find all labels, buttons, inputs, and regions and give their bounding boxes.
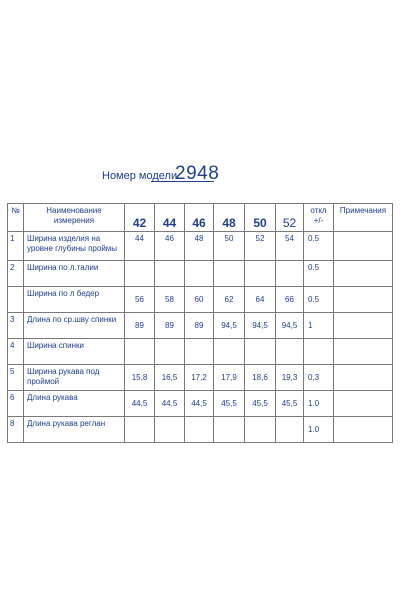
row-number [8,287,24,313]
row-number: 3 [8,313,24,339]
measurement-name: Ширина рукава под проймой [24,365,125,391]
size-value-48: 62 [214,287,245,313]
notes-cell [334,313,393,339]
measurement-name: Длина по ср.шву спинки [24,313,125,339]
size-value-52: 66 [276,287,304,313]
size-value-48 [214,261,245,287]
header-tolerance: откл +/- [304,204,334,232]
tolerance-value [304,339,334,365]
model-number-value: 2948 [175,163,220,184]
table-row [8,339,393,365]
size-value-44: 16,5 [155,365,185,391]
size-value-48: 17,9 [214,365,245,391]
size-value-52 [276,261,304,287]
size-value-42: 44,5 [125,391,155,417]
row-number: 5 [8,365,24,391]
header-measurement-name: Наименование измерения [24,204,125,232]
size-value-42: 15,8 [125,365,155,391]
measurement-name: Длина рукава [24,391,125,417]
table-row [8,417,393,443]
measurement-name: Ширина спинки [24,339,125,365]
header-size-52: 52 [276,204,304,232]
table-row [8,313,393,339]
measurement-name: Ширина изделия на уровне глубины проймы [24,232,125,261]
size-value-42 [125,417,155,443]
row-number: 2 [8,261,24,287]
header-notes: Примечания [334,204,393,232]
tolerance-value: 0,3 [304,365,334,391]
size-value-48: 45,5 [214,391,245,417]
table-row [8,365,393,391]
header-number: № [8,204,24,232]
header-size-44: 44 [155,204,185,232]
notes-cell [334,417,393,443]
row-number: 1 [8,232,24,261]
size-value-42: 56 [125,287,155,313]
size-value-50: 18,6 [245,365,276,391]
size-value-44: 58 [155,287,185,313]
notes-cell [334,339,393,365]
notes-cell [334,287,393,313]
size-value-52: 94,5 [276,313,304,339]
size-value-46 [185,261,214,287]
table-row [8,261,393,287]
size-value-48: 94,5 [214,313,245,339]
tolerance-value: 1.0 [304,417,334,443]
size-value-48: 50 [214,232,245,261]
model-number-line [102,163,302,187]
measurement-name: Длина рукава реглан [24,417,125,443]
size-value-42 [125,261,155,287]
size-value-50 [245,417,276,443]
size-value-50: 94,5 [245,313,276,339]
row-number: 6 [8,391,24,417]
measurement-name: Ширина по л.талии [24,261,125,287]
size-value-42 [125,339,155,365]
header-size-48: 48 [214,204,245,232]
size-value-44: 46 [155,232,185,261]
notes-cell [334,391,393,417]
size-value-44: 89 [155,313,185,339]
size-value-52 [276,339,304,365]
size-value-50 [245,339,276,365]
size-value-52 [276,417,304,443]
size-measurement-table [7,203,393,443]
size-value-44 [155,417,185,443]
size-value-46: 44,5 [185,391,214,417]
size-value-46 [185,417,214,443]
row-number: 4 [8,339,24,365]
header-size-46: 46 [185,204,214,232]
table-row [8,287,393,313]
notes-cell [334,365,393,391]
size-value-46: 89 [185,313,214,339]
size-value-52: 45,5 [276,391,304,417]
tolerance-value: 0.5 [304,261,334,287]
size-value-50 [245,261,276,287]
tolerance-value: 0.5 [304,287,334,313]
size-value-48 [214,417,245,443]
notes-cell [334,261,393,287]
size-value-48 [214,339,245,365]
table-row [8,232,393,261]
size-value-50: 64 [245,287,276,313]
table-header-row [8,204,393,232]
size-value-50: 45,5 [245,391,276,417]
row-number: 8 [8,417,24,443]
size-value-42: 44 [125,232,155,261]
notes-cell [334,232,393,261]
header-size-42: 42 [125,204,155,232]
size-value-46: 60 [185,287,214,313]
tolerance-value: 1.0 [304,391,334,417]
size-value-46 [185,339,214,365]
size-value-52: 54 [276,232,304,261]
model-number-label: Номер модели [102,170,178,182]
size-value-52: 19,3 [276,365,304,391]
tolerance-value: 1 [304,313,334,339]
size-value-44 [155,339,185,365]
measurement-name: Ширина по л бедер [24,287,125,313]
size-value-46: 48 [185,232,214,261]
size-value-46: 17,2 [185,365,214,391]
header-size-50: 50 [245,204,276,232]
size-value-50: 52 [245,232,276,261]
size-value-44 [155,261,185,287]
size-value-44: 44,5 [155,391,185,417]
table-row [8,391,393,417]
size-value-42: 89 [125,313,155,339]
tolerance-value: 0.5 [304,232,334,261]
